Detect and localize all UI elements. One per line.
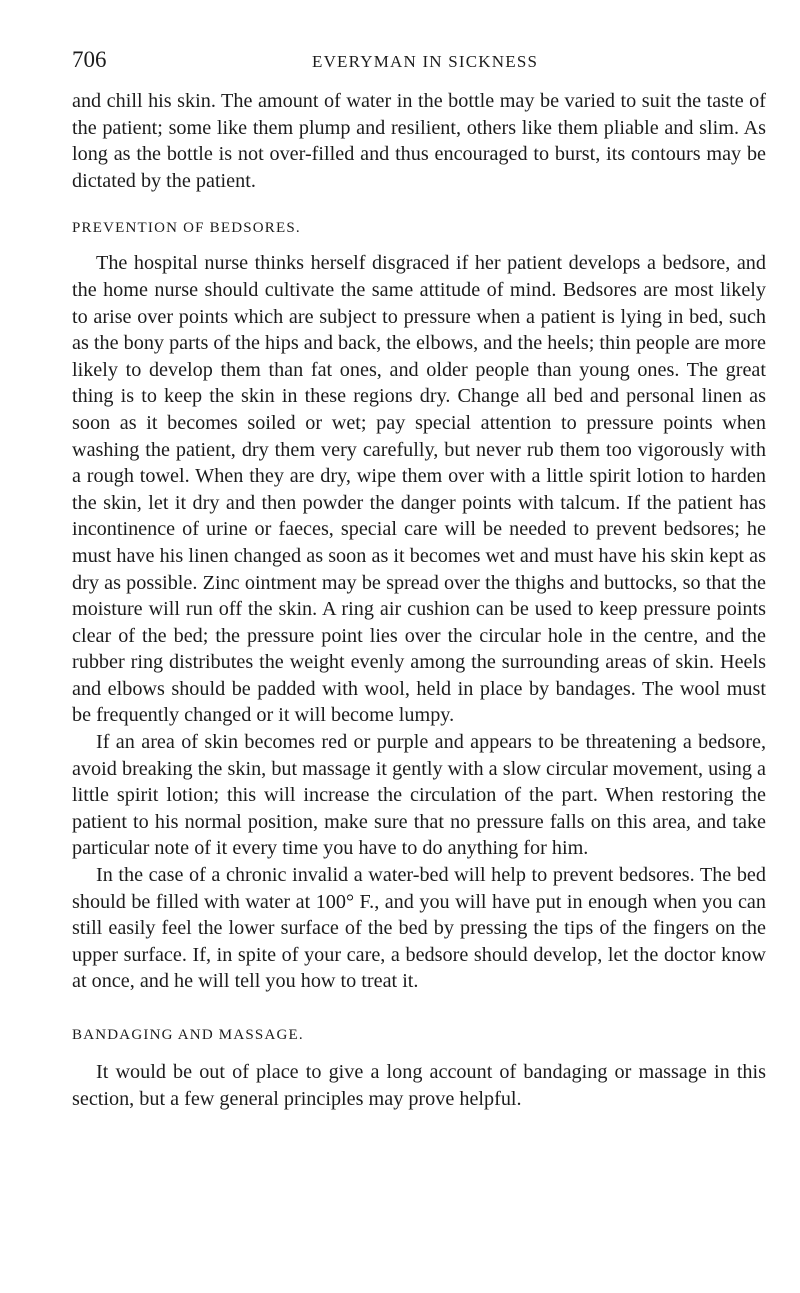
section-heading-bandaging: BANDAGING AND MASSAGE. [72, 1027, 304, 1043]
paragraph-prevention-1: The hospital nurse thinks herself disgraced if her patient develops a bedsore, and the home nurse should cultivate the same attitude of mind. Bedsores are most likely to arise over points which are subject to pressure when a patient is lying in bed, such as the bony parts of the hips and back, the elbows, and the heels; thin people are more likely to develop them than fat ones, and older people than young ones. The great thing is to keep the skin in these regions dry. Change all bed and personal linen as soon as it becomes soiled or wet; pay special attention to pressure points when washing the patient, dry them very carefully, but never rub them too vigorously with a rough towel. When they are dry, wipe them over with a little spirit lotion to harden the skin, let it dry and then powder the danger points with talcum. If the patient has incontinence of urine or faeces, special care will be needed to prevent bedsores; he must have his linen changed as soon as it becomes wet and must have his skin kept as dry as possible. Zinc ointment may be spread over the thighs and buttocks, so that the moisture will run off the skin. A ring air cushion can be used to keep pressure points clear of the bed; the pressure point lies over the circular hole in the centre, and the rubber ring distributes the weight evenly among the surrounding areas of skin. Heels and elbows should be padded with wool, held in place by bandages. The wool must be frequently changed or it will become lumpy. [72, 252, 766, 727]
paragraph-bandaging-1: It would be out of place to give a long account of bandaging or massage in this section, but a few general principles may prove helpful. [72, 1061, 766, 1110]
running-head [72, 40, 766, 80]
running-title: EVERYMAN IN SICKNESS [312, 52, 539, 71]
page-number: 706 [72, 47, 107, 72]
book-page [72, 40, 766, 1112]
paragraph-prevention-3: In the case of a chronic invalid a water-bed will help to prevent bedsores. The bed should be filled with water at 100° F., and you will have put in enough when you can still easily feel the lower surface of the bed by pressing the tips of the fingers on the upper surface. If, in spite of your care, a bedsore should develop, let the doctor know at once, and he will tell you how to treat it. [72, 864, 766, 993]
paragraph-prevention-2: If an area of skin becomes red or purple and appears to be threatening a bedsore, avoid breaking the skin, but massage it gently with a slow circular movement, using a little spirit lotion; this will increase the circulation of the part. When restoring the patient to his normal position, make sure that no pressure falls on this area, and take particular note of it every time you have to do anything for him. [72, 731, 766, 860]
section-heading-prevention: PREVENTION OF BEDSORES. [72, 220, 301, 237]
continued-paragraph: and chill his skin. The amount of water in the bottle may be varied to suit the taste of the patient; some like them plump and resilient, others like them pliable and slim. As long as the bottle is not over-filled and thus encouraged to burst, its contours may be dictated by the patient. [72, 90, 766, 192]
